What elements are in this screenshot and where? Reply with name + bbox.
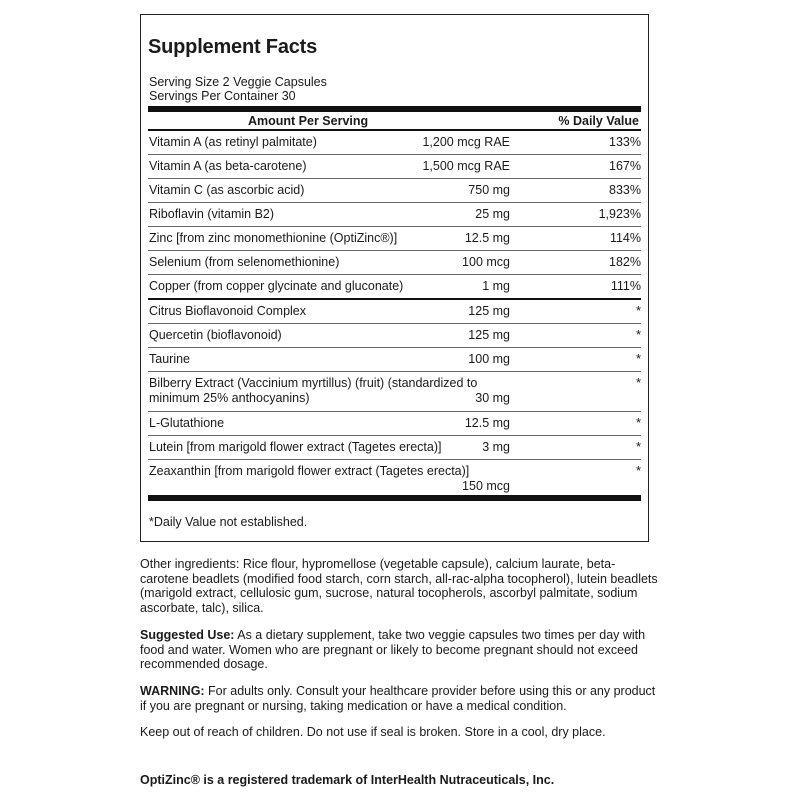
nutrient-daily-value: * bbox=[636, 464, 641, 478]
nutrient-name: Copper (from copper glycinate and gluconate) bbox=[149, 279, 404, 293]
nutrient-amount: 150 mcg bbox=[462, 479, 510, 493]
nutrient-name: Quercetin (bioflavonoid) bbox=[149, 328, 282, 342]
nutrient-daily-value: 167% bbox=[609, 159, 641, 173]
nutrient-daily-value: * bbox=[636, 304, 641, 318]
nutrient-name: Zinc [from zinc monomethionine (OptiZinc®)] bbox=[149, 231, 398, 245]
row-divider bbox=[148, 411, 641, 412]
thick-rule-bottom bbox=[148, 495, 641, 501]
trademark-notice: OptiZinc® is a registered trademark of InterHealth Nutraceuticals, Inc. bbox=[140, 773, 555, 787]
row-divider bbox=[148, 347, 641, 348]
nutrient-daily-value: * bbox=[636, 352, 641, 366]
row-divider bbox=[148, 435, 641, 436]
row-divider bbox=[148, 202, 641, 203]
suggested-use-text: As a dietary supplement, take two veggie capsules two times per day with food and water. Women who are pregnant or likely to become pregnant should not exceed recommended dosage. bbox=[140, 628, 646, 671]
row-divider bbox=[148, 371, 641, 372]
nutrient-amount: 125 mg bbox=[468, 304, 510, 318]
nutrient-name: Vitamin A (as beta-carotene) bbox=[149, 159, 307, 173]
nutrient-daily-value: * bbox=[636, 416, 641, 430]
nutrient-name: Riboflavin (vitamin B2) bbox=[149, 207, 275, 221]
nutrient-amount: 125 mg bbox=[468, 328, 510, 342]
nutrient-daily-value: 182% bbox=[609, 255, 641, 269]
row-divider bbox=[148, 154, 641, 155]
section-divider bbox=[148, 298, 641, 300]
nutrient-amount: 3 mg bbox=[482, 440, 510, 454]
warning bbox=[140, 684, 660, 713]
nutrient-amount: 100 mg bbox=[468, 352, 510, 366]
nutrient-daily-value: 111% bbox=[610, 279, 641, 293]
storage-instructions: Keep out of reach of children. Do not use if seal is broken. Store in a cool, dry place. bbox=[140, 725, 606, 739]
nutrient-daily-value: * bbox=[636, 376, 641, 390]
nutrient-amount: 750 mg bbox=[468, 183, 510, 197]
row-divider bbox=[148, 323, 641, 324]
nutrient-amount: 25 mg bbox=[475, 207, 510, 221]
nutrient-amount: 100 mcg bbox=[462, 255, 510, 269]
nutrient-amount: 12.5 mg bbox=[464, 416, 510, 430]
header-amount-per-serving: Amount Per Serving bbox=[248, 114, 369, 128]
nutrient-amount: 30 mg bbox=[475, 391, 510, 405]
row-divider bbox=[148, 178, 641, 179]
panel-title: Supplement Facts bbox=[148, 36, 318, 58]
nutrient-name: Bilberry Extract (Vaccinium myrtillus) (fruit) (standardized to bbox=[149, 376, 478, 390]
nutrient-name: L-Glutathione bbox=[149, 416, 225, 430]
header-rule bbox=[148, 129, 641, 131]
row-divider bbox=[148, 459, 641, 460]
servings-per-container: Servings Per Container 30 bbox=[149, 89, 296, 103]
nutrient-name: Selenium (from selenomethionine) bbox=[149, 255, 340, 269]
nutrient-amount: 12.5 mg bbox=[464, 231, 510, 245]
nutrient-daily-value: 833% bbox=[609, 183, 641, 197]
row-divider bbox=[148, 274, 641, 275]
nutrient-daily-value: 114% bbox=[609, 231, 641, 245]
suggested-use bbox=[140, 628, 660, 672]
serving-size: Serving Size 2 Veggie Capsules bbox=[149, 75, 327, 89]
nutrient-name: Citrus Bioflavonoid Complex bbox=[149, 304, 307, 318]
nutrient-name: Lutein [from marigold flower extract (Tagetes erecta)] bbox=[149, 440, 442, 454]
nutrient-name: Taurine bbox=[149, 352, 190, 366]
other-ingredients: Other ingredients: Rice flour, hypromellose (vegetable capsule), calcium laurate, beta-carotene beadlets (modified food starch, corn starch, all-rac-alpha tocopherol), lutein beadlets (marigold extract, cellulosic gum, sucrose, natural tocopherols, ascorbyl palmitate, sodium ascorbate, talc), silica. bbox=[140, 557, 658, 615]
nutrient-daily-value: * bbox=[636, 328, 641, 342]
nutrient-name: Zeaxanthin [from marigold flower extract (Tagetes erecta)] bbox=[149, 464, 470, 478]
row-divider bbox=[148, 226, 641, 227]
warning-text: For adults only. Consult your healthcare provider before using this or any product if you are pregnant or nursing, taking medication or have a medical condition. bbox=[140, 684, 656, 713]
nutrient-amount: 1,200 mcg RAE bbox=[422, 135, 510, 149]
nutrient-name-continued: minimum 25% anthocyanins) bbox=[149, 391, 310, 405]
warning-label: WARNING: bbox=[140, 684, 205, 698]
serving-info bbox=[149, 75, 327, 103]
nutrient-daily-value: * bbox=[636, 440, 641, 454]
nutrient-amount: 1,500 mcg RAE bbox=[422, 159, 510, 173]
header-daily-value: % Daily Value bbox=[558, 114, 639, 128]
nutrient-amount: 1 mg bbox=[482, 279, 510, 293]
nutrient-daily-value: 1,923% bbox=[598, 207, 641, 221]
nutrient-name: Vitamin A (as retinyl palmitate) bbox=[149, 135, 317, 149]
row-divider bbox=[148, 250, 641, 251]
thick-rule-top bbox=[148, 106, 641, 112]
daily-value-footnote: *Daily Value not established. bbox=[149, 515, 308, 529]
suggested-use-label: Suggested Use: bbox=[140, 628, 235, 642]
nutrient-name: Vitamin C (as ascorbic acid) bbox=[149, 183, 305, 197]
nutrient-daily-value: 133% bbox=[609, 135, 641, 149]
